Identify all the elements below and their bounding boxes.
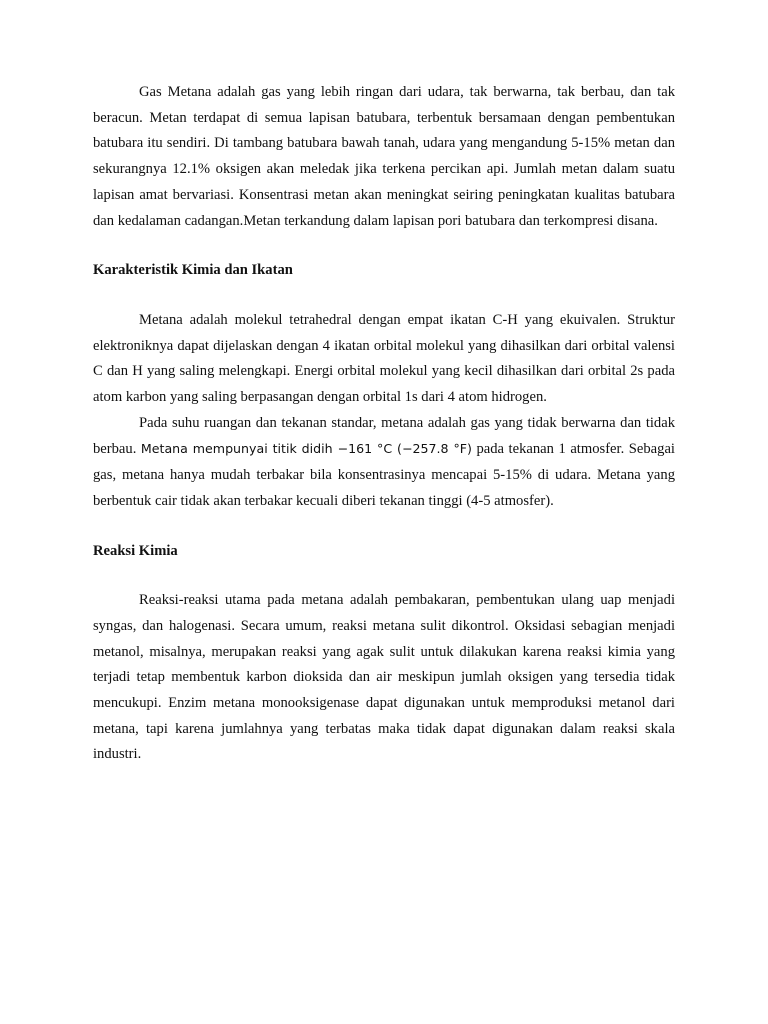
paragraph-struktur: Metana adalah molekul tetrahedral dengan empat ikatan C-H yang ekuivalen. Struktur elektroniknya dapat dijelaskan dengan 4 ikatan orbital molekul yang dihasilkan dari orbital valensi C dan H yang saling melengkapi. Energi orbital molekul yang kecil dihasilkan dari orbital 2s pada atom karbon yang saling berpasangan dengan orbital 1s dari 4 atom hidrogen. — [93, 311, 675, 406]
document-page — [93, 80, 675, 768]
paragraph-suhu-part-a: Pada suhu ruangan dan tekanan standar, metana adalah gas yang tidak berwarna dan tidak berbau. — [93, 414, 675, 458]
heading-reaksi: Reaksi Kimia — [93, 542, 178, 559]
heading-karakteristik: Karakteristik Kimia dan Ikatan — [93, 262, 293, 279]
paragraph-intro: Gas Metana adalah gas yang lebih ringan dari udara, tak berwarna, tak berbau, dan tak beracun. Metan terdapat di semua lapisan batubara, terbentuk bersamaan dengan pembentukan batubara itu sendiri. Di tambang batubara bawah tanah, udara yang mengandung 5-15% metan dan sekurangnya 12.1% oksigen akan meledak jika terkena percikan api. Jumlah metan dalam suatu lapisan amat bervariasi. Konsentrasi metan akan meningkat seiring peningkatan kualitas batubara dan kedalaman cadangan.Metan terkandung dalam lapisan pori batubara dan terkompresi disana. — [93, 84, 675, 229]
paragraph-suhu — [93, 411, 675, 515]
paragraph-suhu-part-c: pada tekanan 1 atmosfer. Sebagai gas, metana hanya mudah terbakar bila konsentrasinya mencapai 5-15% di udara. Metana yang berbentuk cair tidak akan terbakar kecuali diberi tekanan tinggi (4-5 atmosfer). — [93, 441, 675, 509]
paragraph-suhu-boiling-point: Metana mempunyai titik didih −161 °C (−257.8 °F) — [140, 441, 472, 457]
paragraph-reaksi: Reaksi-reaksi utama pada metana adalah pembakaran, pembentukan ulang uap menjadi syngas, dan halogenasi. Secara umum, reaksi metana sulit dikontrol. Oksidasi sebagian menjadi metanol, misalnya, merupakan reaksi yang agak sulit untuk dilakukan karena reaksi kimia yang terjadi tetap membentuk karbon dioksida dan air meskipun jumlah oksigen yang tersedia tidak mencukupi. Enzim metana monooksigenase dapat digunakan untuk memproduksi metanol dari metana, tapi karena jumlahnya yang terbatas maka tidak dapat digunakan dalam reaksi skala industri. — [93, 592, 675, 763]
